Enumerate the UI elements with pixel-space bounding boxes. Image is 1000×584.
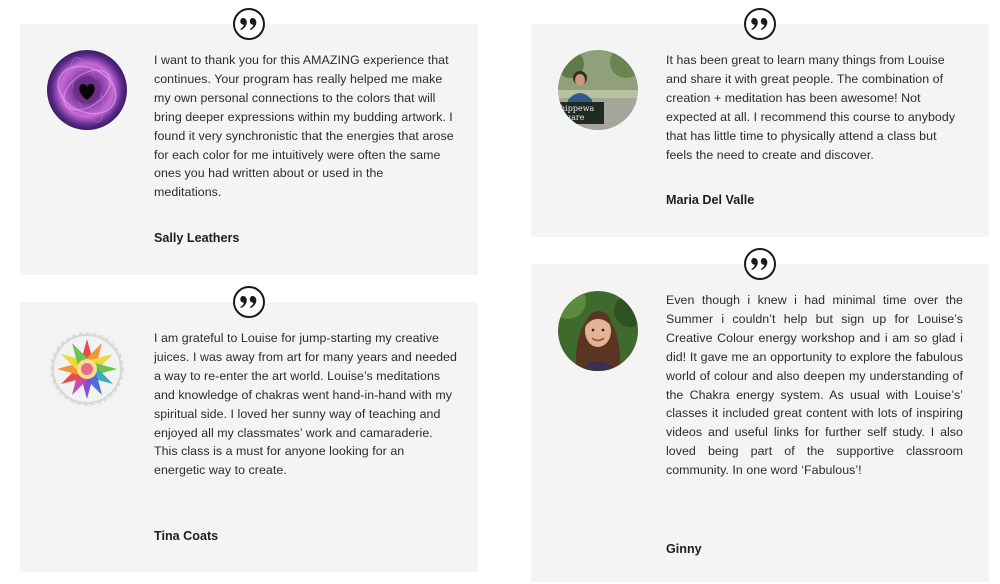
testimonial-author: Maria Del Valle: [666, 193, 755, 207]
closing-quote-icon: [233, 8, 265, 40]
purple-swirl-heart-icon: [47, 50, 127, 130]
testimonial-card: [20, 302, 478, 572]
testimonial-text: I am grateful to Louise for jump-starting my creative juices. I was away from art for many years and needed a way to re-enter the art world. Louise’s meditations and knowledge of chakras went hand-in-hand with my spiritual side. I loved her sunny way of teaching and enjoyed all my classmates’ work and camaraderie. This class is a must for anyone looking for an energetic way to create.: [154, 331, 457, 478]
testimonial-author: Sally Leathers: [154, 231, 240, 245]
testimonial-author: Ginny: [666, 542, 702, 556]
photo-sign-text: hippewa: [560, 104, 595, 113]
testimonial-card: [531, 264, 989, 582]
closing-quote-icon: [744, 8, 776, 40]
closing-quote-icon: [744, 248, 776, 280]
woman-portrait-icon: [558, 291, 638, 371]
testimonial-text: Even though i knew i had minimal time over the Summer i couldn’t help but sign up for Louise’s Creative Colour energy workshop and i am so glad i did! It gave me an opportunity to explore the fabulous world of colour and also deepen my understanding of the Chakra energy system. As usual with Louise’s’ classes it included great content with lots of inspiring videos and useful links for further self study. I also loved being part of the supportive classroom community. In one word ‘Fabulous’!: [666, 293, 963, 478]
testimonial-author: Tina Coats: [154, 529, 219, 543]
person-photo-icon: [558, 50, 638, 130]
testimonial-card: [20, 24, 478, 275]
rainbow-mandala-icon: [47, 329, 127, 409]
testimonial-text: I want to thank you for this AMAZING experience that continues. Your program has really helped me make my own personal connections to the colors that will bring deeper expressions within my budding artwork. I found it very synchronistic that the energies that arose for each color for me intuitively were often the same ones you had written about or used in the meditations.: [154, 53, 454, 200]
closing-quote-icon: [233, 286, 265, 318]
photo-sign-text: uare: [566, 113, 585, 122]
testimonial-card: [531, 24, 989, 237]
testimonial-text: It has been great to learn many things from Louise and share it with great people. The combination of creation + meditation has been awesome! Not expected at all. I recommend this course to anybody that has little time to physically attend a class but feels the need to create and discover.: [666, 53, 956, 162]
